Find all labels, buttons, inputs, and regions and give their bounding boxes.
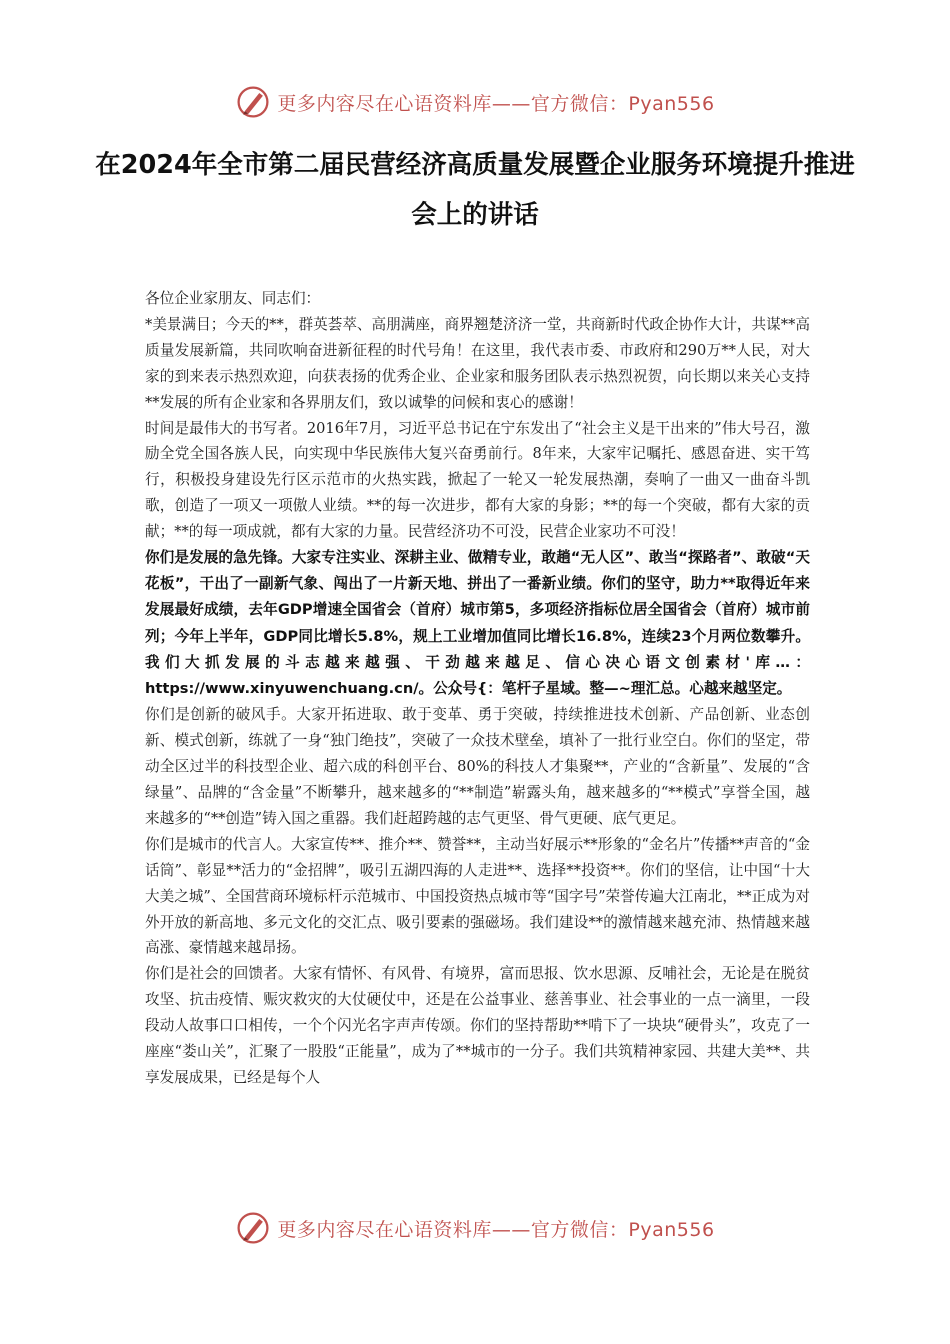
paragraph-history: 时间是最伟大的书写者。2016年7月，习近平总书记在宁东发出了“社会主义是干出来的”伟大号召，激励全党全国各族人民，向实现中华民族伟大复兴奋勇前行。8年来，大家牢记嘱托、感恩奋进、实干笃行，积极投身建设先行区示范市的火热实践，掀起了一轮又一轮发展热潮，奏响了一曲又一曲奋斗凯歌，创造了一项又一项傲人业绩。**的每一次进步，都有大家的身影；**的每一个突破，都有大家的贡献；**的每一项成就，都有大家的力量。民营经济功不可没，民营企业家功不可没！: [145, 419, 810, 541]
header-banner-text: 更多内容尽在心语资料库——官方微信：Pyan556: [277, 92, 715, 115]
document-title: 在2024年全市第二届民营经济高质量发展暨企业服务环境提升推进会上的讲话: [95, 150, 855, 230]
footer-banner: [0, 1206, 950, 1250]
paragraph-innovation: 你们是创新的破风手。大家开拓进取、敢于变革、勇于突破，持续推进技术创新、产品创新、业态创新、模式创新，练就了一身“独门绝技”，突破了一众技术壁垒，填补了一批行业空白。你们的坚定，带动全区过半的科技型企业、超六成的科创平台、80%的科技人才集聚**，产业的“含新量”、发展的“含绿量”、品牌的“含金量”不断攀升，越来越多的“**制造”崭露头角，越来越多的“**模式”享誉全国，越来越多的“**创造”铸入国之重器。我们赶超跨越的志气更坚、骨气更硬、底气更足。: [145, 706, 810, 827]
paragraph-ambassador: 你们是城市的代言人。大家宣传**、推介**、赞誉**，主动当好展示**形象的“金名片”传播**声音的“金话筒”、彰显**活力的“金招牌”，吸引五湖四海的人走进**、选择**投资**。你们的坚信，让中国“十大大美之城”、全国营商环境标杆示范城市、中国投资热点城市等“国字号”荣誉传遍大江南北，**正成为对外开放的新高地、多元文化的交汇点、吸引要素的强磁场。我们建设**的激情越来越充沛、热情越来越高涨、豪情越来越昂扬。: [145, 835, 810, 957]
paragraph-giving-back: 你们是社会的回馈者。大家有情怀、有风骨、有境界，富而思报、饮水思源、反哺社会，无论是在脱贫攻坚、抗击疫情、赈灾救灾的大仗硬仗中，还是在公益事业、慈善事业、社会事业的一点一滴里，一段段动人故事口口相传，一个个闪光名字声声传颂。你们的坚持帮助**啃下了一块块“硬骨头”，攻克了一座座“娄山关”，汇聚了一股股“正能量”，成为了**城市的一分子。我们共筑精神家园、共建大美**、共享发展成果，已经是每个人: [145, 965, 810, 1086]
paragraph-pioneer: 你们是发展的急先锋。大家专注实业、深耕主业、做精专业，敢趟“无人区”、敢当“探路者”、敢破“天花板”，干出了一副新气象、闯出了一片新天地、拼出了一番新业绩。你们的坚守，助力**取得近年来发展最好成绩，去年GDP增速全国省会（首府）城市第5，多项经济指标位居全国省会（首府）城市前列；今年上半年，GDP同比增长5.8%，规上工业增加值同比增长16.8%，连续23个月两位数攀升。我们大抓发展的斗志越来越强、干劲越来越足、信心决心语文创素材'库…：https://www.xinyuwenchuang.cn/。公众号{：笔杆子星域。整—~理汇总。心越来越坚定。: [145, 549, 810, 698]
footer-banner-text: 更多内容尽在心语资料库——官方微信：Pyan556: [277, 1218, 715, 1241]
paragraph-welcome: *美景满目；今天的**，群英荟萃、高朋满座，商界翘楚济济一堂，共商新时代政企协作大计，共谋**高质量发展新篇，共同吹响奋进新征程的时代号角！在这里，我代表市委、市政府和290万**人民，对大家的到来表示热烈欢迎，向获表扬的优秀企业、企业家和服务团队表示热烈祝贺，向长期以来关心支持**发展的所有企业家和各界朋友们，致以诚挚的问候和衷心的感谢！: [145, 315, 810, 411]
pen-logo-icon: [235, 84, 271, 120]
pen-logo-icon: [235, 1210, 271, 1246]
paragraph-salutation: 各位企业家朋友、同志们：: [145, 290, 321, 307]
header-banner: [0, 80, 950, 124]
document-body: [145, 286, 810, 1190]
